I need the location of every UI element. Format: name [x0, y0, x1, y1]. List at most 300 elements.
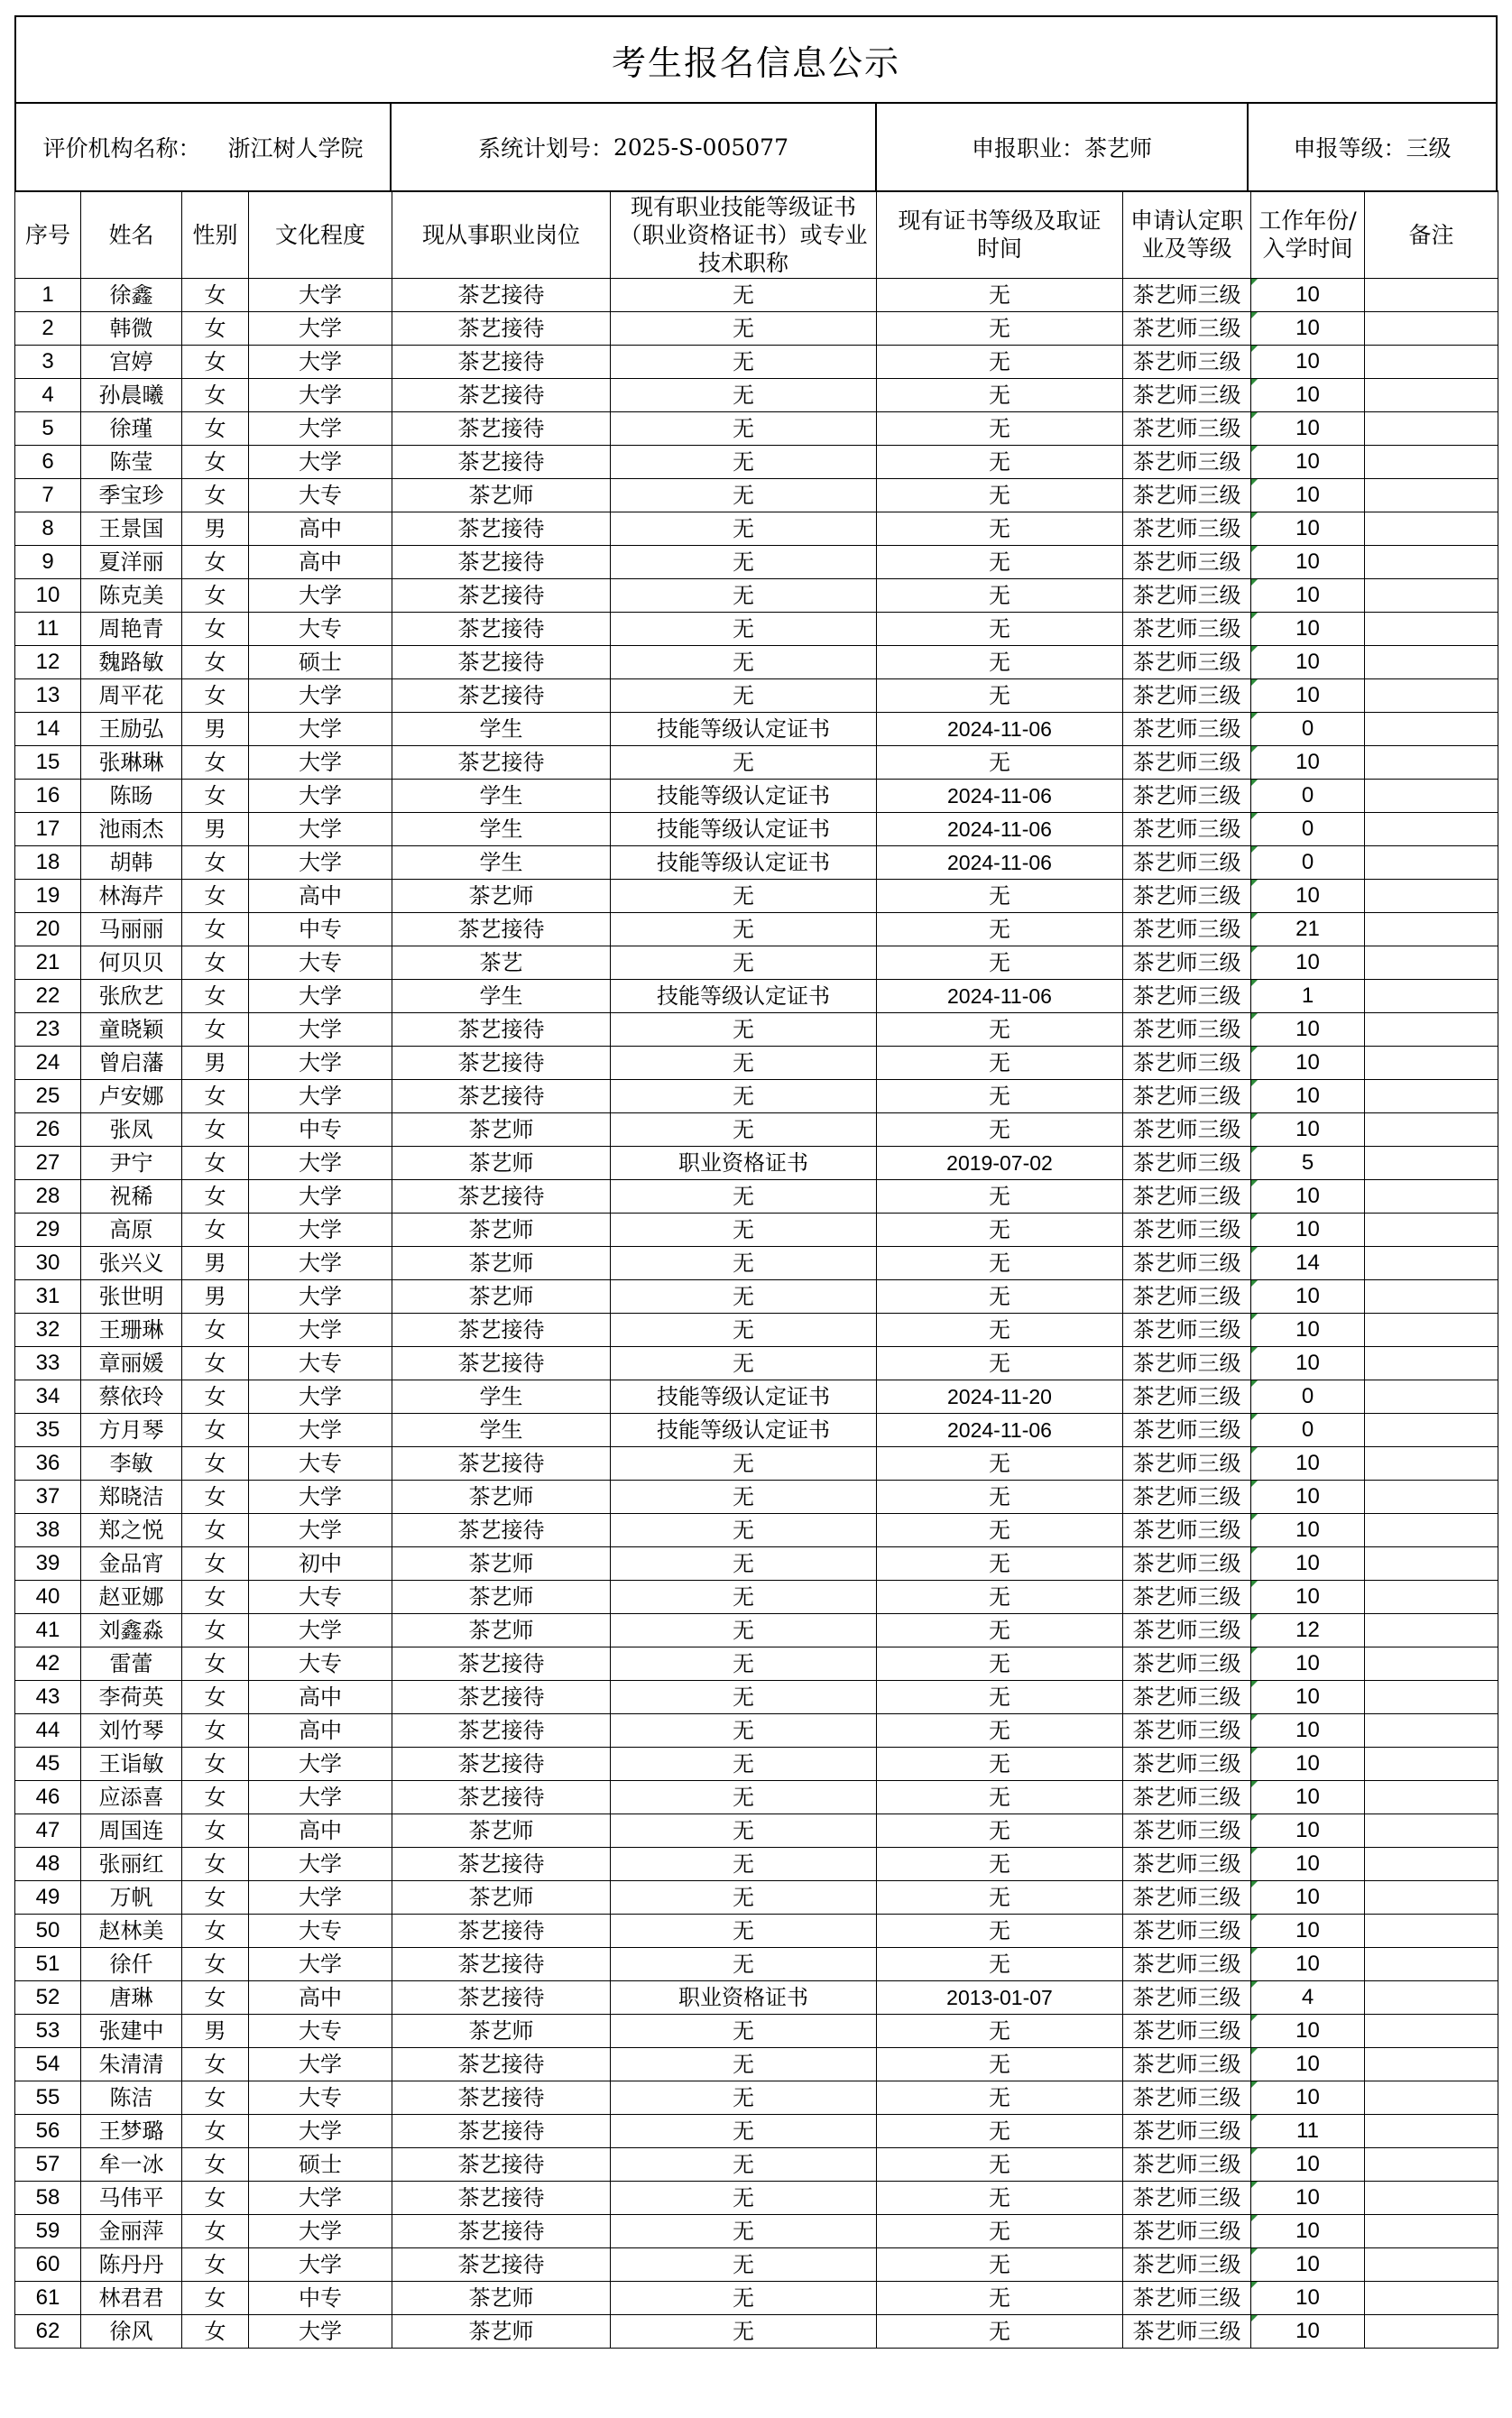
cell-name: 张丽红 [81, 1848, 182, 1881]
cell-gender: 女 [182, 1481, 249, 1514]
cell-gender: 女 [182, 2215, 249, 2248]
cell-cert-time: 无 [877, 1514, 1123, 1547]
cell-remark [1365, 1314, 1498, 1347]
cell-education: 大学 [249, 746, 392, 780]
cell-years: 10 [1251, 679, 1365, 713]
table-row [15, 1314, 1498, 1347]
cell-education: 大专 [249, 1347, 392, 1380]
cell-position: 茶艺接待 [392, 1347, 611, 1380]
cell-years: 0 [1251, 846, 1365, 880]
cell-name: 林君君 [81, 2282, 182, 2315]
cell-name: 周艳青 [81, 613, 182, 646]
cell-education: 高中 [249, 512, 392, 546]
cell-cert: 无 [611, 2081, 877, 2115]
cell-cert-time: 无 [877, 1915, 1123, 1948]
cell-gender: 女 [182, 2248, 249, 2282]
cell-cert-time: 无 [877, 346, 1123, 379]
cell-remark [1365, 780, 1498, 813]
cell-apply: 茶艺师三级 [1123, 1881, 1251, 1915]
cell-seq: 5 [15, 412, 81, 446]
cell-education: 大学 [249, 1881, 392, 1915]
cell-name: 赵亚娜 [81, 1581, 182, 1614]
cell-apply: 茶艺师三级 [1123, 2048, 1251, 2081]
cell-position: 学生 [392, 1414, 611, 1447]
cell-cert: 无 [611, 1881, 877, 1915]
cell-apply: 茶艺师三级 [1123, 1681, 1251, 1714]
cell-cert-time: 无 [877, 1848, 1123, 1881]
cell-cert: 无 [611, 2048, 877, 2081]
cell-seq: 50 [15, 1915, 81, 1948]
cell-gender: 女 [182, 446, 249, 479]
table-row [15, 446, 1498, 479]
cell-apply: 茶艺师三级 [1123, 1380, 1251, 1414]
cell-remark [1365, 1113, 1498, 1147]
cell-cert: 无 [611, 546, 877, 579]
cell-name: 金丽萍 [81, 2215, 182, 2248]
cell-name: 李敏 [81, 1447, 182, 1481]
cell-name: 周国连 [81, 1814, 182, 1848]
table-row [15, 1647, 1498, 1681]
cell-seq: 13 [15, 679, 81, 713]
cell-cert-time: 无 [877, 946, 1123, 980]
cell-remark [1365, 2115, 1498, 2148]
cell-apply: 茶艺师三级 [1123, 913, 1251, 946]
cell-gender: 男 [182, 512, 249, 546]
cell-gender: 女 [182, 2048, 249, 2081]
cell-cert: 技能等级认定证书 [611, 1414, 877, 1447]
cell-cert: 无 [611, 1647, 877, 1681]
cell-cert-time: 2024-11-06 [877, 980, 1123, 1013]
cell-seq: 48 [15, 1848, 81, 1881]
cell-years: 5 [1251, 1147, 1365, 1180]
cell-apply: 茶艺师三级 [1123, 1915, 1251, 1948]
cell-remark [1365, 1948, 1498, 1981]
cell-position: 茶艺接待 [392, 1781, 611, 1814]
table-row [15, 646, 1498, 679]
cell-years: 10 [1251, 880, 1365, 913]
cell-years: 10 [1251, 1013, 1365, 1047]
cell-seq: 6 [15, 446, 81, 479]
cell-position: 茶艺师 [392, 1481, 611, 1514]
cell-years: 10 [1251, 1514, 1365, 1547]
cell-gender: 女 [182, 1547, 249, 1581]
cell-education: 大学 [249, 846, 392, 880]
cell-name: 陈旸 [81, 780, 182, 813]
cell-education: 大学 [249, 1080, 392, 1113]
cell-name: 王梦璐 [81, 2115, 182, 2148]
cell-gender: 女 [182, 346, 249, 379]
cell-education: 大学 [249, 1247, 392, 1280]
cell-remark [1365, 1915, 1498, 1948]
cell-position: 学生 [392, 1380, 611, 1414]
cell-years: 10 [1251, 2248, 1365, 2282]
cell-position: 茶艺接待 [392, 1714, 611, 1748]
cell-education: 大学 [249, 1414, 392, 1447]
cell-gender: 女 [182, 1347, 249, 1380]
cell-gender: 女 [182, 1080, 249, 1113]
cell-years: 10 [1251, 2015, 1365, 2048]
cell-seq: 46 [15, 1781, 81, 1814]
table-row [15, 1547, 1498, 1581]
cell-cert: 无 [611, 679, 877, 713]
cell-years: 10 [1251, 1915, 1365, 1948]
cell-remark [1365, 1781, 1498, 1814]
header-cert-time: 现有证书等级及取证时间 [877, 191, 1123, 279]
cell-cert-time: 无 [877, 746, 1123, 780]
cell-name: 尹宁 [81, 1147, 182, 1180]
cell-apply: 茶艺师三级 [1123, 1080, 1251, 1113]
cell-years: 10 [1251, 1080, 1365, 1113]
cell-cert-time: 无 [877, 546, 1123, 579]
cell-name: 刘鑫淼 [81, 1614, 182, 1647]
cell-remark [1365, 412, 1498, 446]
cell-gender: 女 [182, 780, 249, 813]
cell-position: 茶艺接待 [392, 1848, 611, 1881]
cell-cert-time: 无 [877, 412, 1123, 446]
cell-position: 茶艺师 [392, 1814, 611, 1848]
cell-position: 茶艺接待 [392, 2248, 611, 2282]
cell-cert-time: 无 [877, 1814, 1123, 1848]
cell-name: 季宝珍 [81, 479, 182, 512]
cell-apply: 茶艺师三级 [1123, 2248, 1251, 2282]
cell-cert-time: 无 [877, 1180, 1123, 1214]
cell-education: 大学 [249, 1781, 392, 1814]
cell-years: 10 [1251, 379, 1365, 412]
header-education: 文化程度 [249, 191, 392, 279]
cell-seq: 47 [15, 1814, 81, 1848]
cell-seq: 27 [15, 1147, 81, 1180]
table-row [15, 1481, 1498, 1514]
cell-gender: 女 [182, 1447, 249, 1481]
cell-cert-time: 无 [877, 2015, 1123, 2048]
table-row [15, 1347, 1498, 1380]
cell-cert: 无 [611, 946, 877, 980]
cell-remark [1365, 2081, 1498, 2115]
table-row [15, 2048, 1498, 2081]
cell-gender: 女 [182, 1214, 249, 1247]
table-row [15, 980, 1498, 1013]
cell-seq: 36 [15, 1447, 81, 1481]
cell-gender: 女 [182, 946, 249, 980]
cell-gender: 女 [182, 1948, 249, 1981]
cell-gender: 女 [182, 1147, 249, 1180]
cell-years: 10 [1251, 1848, 1365, 1881]
cell-years: 10 [1251, 2282, 1365, 2315]
cell-remark [1365, 813, 1498, 846]
cell-cert: 无 [611, 1514, 877, 1547]
cell-apply: 茶艺师三级 [1123, 980, 1251, 1013]
cell-cert: 无 [611, 412, 877, 446]
cell-name: 万帆 [81, 1881, 182, 1915]
cell-apply: 茶艺师三级 [1123, 1280, 1251, 1314]
cell-cert: 无 [611, 2182, 877, 2215]
cell-position: 茶艺接待 [392, 746, 611, 780]
cell-seq: 2 [15, 312, 81, 346]
cell-position: 学生 [392, 780, 611, 813]
cell-seq: 59 [15, 2215, 81, 2248]
cell-cert: 无 [611, 1481, 877, 1514]
cell-cert-time: 无 [877, 446, 1123, 479]
cell-cert: 无 [611, 1013, 877, 1047]
cell-education: 大学 [249, 2048, 392, 2081]
cell-education: 大学 [249, 312, 392, 346]
cell-apply: 茶艺师三级 [1123, 1481, 1251, 1514]
cell-remark [1365, 1047, 1498, 1080]
cell-seq: 43 [15, 1681, 81, 1714]
table-row [15, 1214, 1498, 1247]
cell-years: 10 [1251, 1180, 1365, 1214]
cell-years: 10 [1251, 1748, 1365, 1781]
cell-seq: 23 [15, 1013, 81, 1047]
cell-apply: 茶艺师三级 [1123, 880, 1251, 913]
cell-years: 10 [1251, 1581, 1365, 1614]
table-row [15, 1748, 1498, 1781]
cell-cert: 职业资格证书 [611, 1981, 877, 2015]
cell-education: 大学 [249, 379, 392, 412]
cell-cert: 无 [611, 1347, 877, 1380]
cell-cert-time: 2024-11-20 [877, 1380, 1123, 1414]
cell-education: 大专 [249, 1915, 392, 1948]
cell-seq: 55 [15, 2081, 81, 2115]
cell-remark [1365, 746, 1498, 780]
cell-education: 大专 [249, 2015, 392, 2048]
cell-years: 10 [1251, 1814, 1365, 1848]
cell-cert: 无 [611, 1814, 877, 1848]
cell-cert: 无 [611, 1247, 877, 1280]
cell-position: 茶艺接待 [392, 1447, 611, 1481]
cell-gender: 女 [182, 379, 249, 412]
cell-position: 茶艺接待 [392, 2215, 611, 2248]
cell-remark [1365, 1547, 1498, 1581]
cell-seq: 37 [15, 1481, 81, 1514]
cell-gender: 女 [182, 1881, 249, 1915]
table-row [15, 946, 1498, 980]
cell-years: 10 [1251, 1714, 1365, 1748]
cell-apply: 茶艺师三级 [1123, 1714, 1251, 1748]
cell-name: 雷蕾 [81, 1647, 182, 1681]
table-row [15, 312, 1498, 346]
cell-name: 陈洁 [81, 2081, 182, 2115]
cell-name: 陈丹丹 [81, 2248, 182, 2282]
cell-education: 初中 [249, 1547, 392, 1581]
cell-cert-time: 无 [877, 646, 1123, 679]
cell-apply: 茶艺师三级 [1123, 813, 1251, 846]
cell-cert: 无 [611, 2248, 877, 2282]
cell-years: 10 [1251, 2048, 1365, 2081]
cell-seq: 21 [15, 946, 81, 980]
cell-education: 大专 [249, 2081, 392, 2115]
cell-name: 牟一冰 [81, 2148, 182, 2182]
cell-years: 10 [1251, 1447, 1365, 1481]
cell-name: 张世明 [81, 1280, 182, 1314]
cell-remark [1365, 346, 1498, 379]
cell-position: 茶艺接待 [392, 2081, 611, 2115]
candidate-table [14, 190, 1498, 2349]
cell-seq: 14 [15, 713, 81, 746]
cell-gender: 女 [182, 1414, 249, 1447]
cell-cert-time: 无 [877, 379, 1123, 412]
cell-remark [1365, 613, 1498, 646]
table-row [15, 2248, 1498, 2282]
cell-education: 中专 [249, 1113, 392, 1147]
cell-remark [1365, 2182, 1498, 2215]
cell-remark [1365, 2315, 1498, 2349]
cell-years: 10 [1251, 646, 1365, 679]
cell-remark [1365, 1214, 1498, 1247]
cell-name: 孙晨曦 [81, 379, 182, 412]
cell-remark [1365, 312, 1498, 346]
cell-name: 卢安娜 [81, 1080, 182, 1113]
cell-apply: 茶艺师三级 [1123, 713, 1251, 746]
cell-remark [1365, 1481, 1498, 1514]
cell-years: 10 [1251, 1681, 1365, 1714]
cell-cert: 技能等级认定证书 [611, 813, 877, 846]
cell-name: 魏路敏 [81, 646, 182, 679]
cell-position: 茶艺师 [392, 880, 611, 913]
cell-education: 大学 [249, 2182, 392, 2215]
cell-cert: 无 [611, 379, 877, 412]
cell-name: 宫婷 [81, 346, 182, 379]
cell-gender: 女 [182, 646, 249, 679]
cell-years: 14 [1251, 1247, 1365, 1280]
cell-position: 学生 [392, 813, 611, 846]
cell-cert: 无 [611, 613, 877, 646]
cell-cert-time: 2019-07-02 [877, 1147, 1123, 1180]
org-value: 浙江树人学院 [227, 135, 364, 162]
cell-cert: 无 [611, 1614, 877, 1647]
cell-education: 大学 [249, 1214, 392, 1247]
header-remark: 备注 [1365, 191, 1498, 279]
cell-remark [1365, 1180, 1498, 1214]
cell-remark [1365, 679, 1498, 713]
cell-remark [1365, 1681, 1498, 1714]
cell-remark [1365, 1447, 1498, 1481]
cell-years: 10 [1251, 1881, 1365, 1915]
cell-position: 学生 [392, 846, 611, 880]
cell-apply: 茶艺师三级 [1123, 546, 1251, 579]
cell-gender: 女 [182, 679, 249, 713]
cell-remark [1365, 1514, 1498, 1547]
cell-apply: 茶艺师三级 [1123, 2315, 1251, 2349]
cell-seq: 4 [15, 379, 81, 412]
cell-gender: 女 [182, 412, 249, 446]
cell-education: 高中 [249, 1681, 392, 1714]
cell-years: 10 [1251, 412, 1365, 446]
cell-name: 高原 [81, 1214, 182, 1247]
cell-cert-time: 2024-11-06 [877, 813, 1123, 846]
cell-remark [1365, 646, 1498, 679]
cell-name: 马伟平 [81, 2182, 182, 2215]
cell-education: 硕士 [249, 2148, 392, 2182]
cell-cert-time: 无 [877, 613, 1123, 646]
cell-cert-time: 无 [877, 479, 1123, 512]
cell-position: 茶艺接待 [392, 279, 611, 312]
cell-years: 11 [1251, 2115, 1365, 2148]
cell-remark [1365, 1647, 1498, 1681]
cell-seq: 19 [15, 880, 81, 913]
plan-value: 2025-S-005077 [613, 134, 788, 161]
cell-gender: 男 [182, 1247, 249, 1280]
cell-gender: 女 [182, 1781, 249, 1814]
header-row [15, 191, 1498, 279]
cell-apply: 茶艺师三级 [1123, 579, 1251, 613]
cell-remark [1365, 1013, 1498, 1047]
cell-gender: 女 [182, 2081, 249, 2115]
cell-gender: 女 [182, 1814, 249, 1848]
cell-remark [1365, 1581, 1498, 1614]
cell-education: 高中 [249, 546, 392, 579]
cell-gender: 女 [182, 1314, 249, 1347]
cell-cert-time: 无 [877, 2081, 1123, 2115]
level-cell [1247, 102, 1498, 192]
cell-gender: 女 [182, 1113, 249, 1147]
table-row [15, 1514, 1498, 1547]
cell-gender: 女 [182, 1013, 249, 1047]
table-row [15, 1247, 1498, 1280]
cell-gender: 女 [182, 1981, 249, 2015]
cell-gender: 女 [182, 1514, 249, 1547]
cell-cert-time: 无 [877, 1681, 1123, 1714]
cell-name: 曾启藩 [81, 1047, 182, 1080]
cell-years: 21 [1251, 913, 1365, 946]
job-cell [875, 102, 1249, 192]
cell-years: 0 [1251, 813, 1365, 846]
cell-apply: 茶艺师三级 [1123, 1180, 1251, 1214]
table-row [15, 1380, 1498, 1414]
table-row [15, 546, 1498, 579]
cell-gender: 女 [182, 613, 249, 646]
cell-apply: 茶艺师三级 [1123, 512, 1251, 546]
cell-seq: 1 [15, 279, 81, 312]
cell-seq: 62 [15, 2315, 81, 2349]
cell-cert: 无 [611, 2282, 877, 2315]
cell-seq: 54 [15, 2048, 81, 2081]
cell-position: 茶艺接待 [392, 579, 611, 613]
cell-gender: 女 [182, 312, 249, 346]
cell-seq: 10 [15, 579, 81, 613]
cell-position: 茶艺师 [392, 2282, 611, 2315]
cell-education: 大学 [249, 1280, 392, 1314]
cell-cert-time: 无 [877, 1781, 1123, 1814]
cell-education: 大学 [249, 279, 392, 312]
cell-seq: 53 [15, 2015, 81, 2048]
plan-label: 系统计划号： [477, 135, 613, 162]
cell-position: 茶艺接待 [392, 646, 611, 679]
cell-cert-time: 无 [877, 2215, 1123, 2248]
cell-education: 大学 [249, 446, 392, 479]
cell-position: 茶艺接待 [392, 2182, 611, 2215]
cell-years: 12 [1251, 1614, 1365, 1647]
cell-cert: 无 [611, 1180, 877, 1214]
cell-cert-time: 无 [877, 579, 1123, 613]
cell-years: 10 [1251, 579, 1365, 613]
cell-cert: 无 [611, 913, 877, 946]
cell-years: 10 [1251, 1280, 1365, 1314]
cell-name: 郑之悦 [81, 1514, 182, 1547]
cell-name: 张欣艺 [81, 980, 182, 1013]
cell-gender: 女 [182, 1915, 249, 1948]
cell-apply: 茶艺师三级 [1123, 1447, 1251, 1481]
cell-cert: 无 [611, 446, 877, 479]
cell-years: 10 [1251, 1113, 1365, 1147]
cell-cert: 无 [611, 346, 877, 379]
cell-gender: 女 [182, 1614, 249, 1647]
cell-cert-time: 无 [877, 1948, 1123, 1981]
cell-remark [1365, 2048, 1498, 2081]
cell-years: 10 [1251, 312, 1365, 346]
cell-position: 茶艺师 [392, 1547, 611, 1581]
cell-education: 大专 [249, 1581, 392, 1614]
